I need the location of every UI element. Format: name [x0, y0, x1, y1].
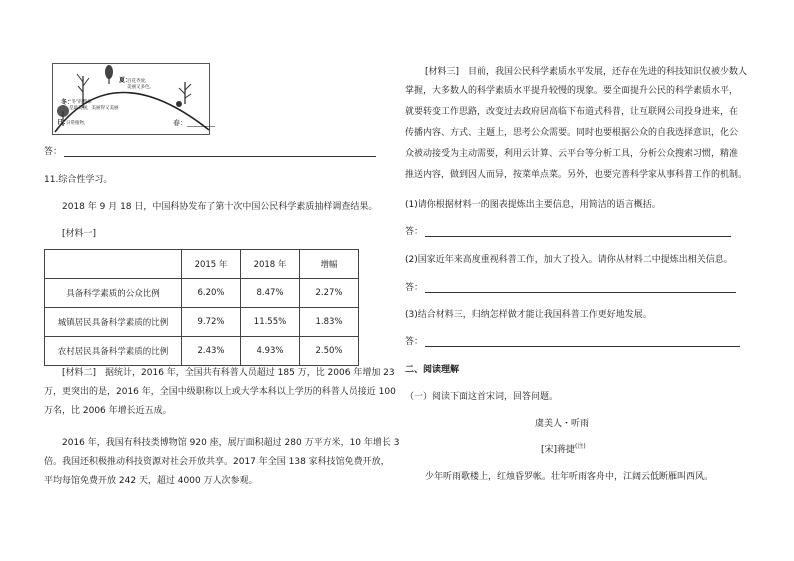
text-chun: ________	[187, 119, 215, 127]
q2-answer-line[interactable]	[425, 292, 736, 293]
table-row	[45, 337, 359, 366]
text-ri: 日常植物，	[66, 121, 89, 126]
table-header-row	[45, 250, 359, 279]
text-dong-content: “冬”的整体 是最美丽，美丽得又美丽	[69, 100, 119, 111]
material2-p2-line2: 倍。我国还积极推动科技资源对社会开放共享。2017 年全国 138 家科技馆免费开放，	[44, 457, 390, 467]
reading1-prompt: （一）阅读下面这首宋词，回答问题。	[405, 392, 559, 402]
seasons-cartoon	[52, 63, 215, 135]
q11-title: 11.综合性学习。	[44, 175, 113, 185]
table-cell: 11.55%	[241, 308, 300, 337]
table-cell: 具备科学素质的公众比例	[45, 279, 182, 308]
table-cell: 8.47%	[241, 279, 300, 308]
answer1-label: 答：	[44, 147, 63, 157]
q1-answer-label: 答：	[405, 227, 424, 237]
poem-author	[541, 444, 586, 457]
question-1: (1)请你根据材料一的图表提炼出主要信息，用简洁的语言概括。	[405, 200, 661, 210]
material3-line1: [材料三] 目前，我国公民科学素质水平发展，还存在先进的科技知识仅被少数人	[425, 67, 748, 77]
material3-line2: 掌握，大多数人的科学素质水平提升较慢的现象。要全面提升公民的科学素质水平，	[405, 86, 739, 96]
q1-answer-line[interactable]	[425, 236, 731, 237]
poem-author-note: (注)	[575, 443, 586, 450]
label-xia: 夏：	[119, 77, 132, 84]
material2-p2-line3: 平均每馆免费开放 242 天，超过 4000 万人次参观。	[44, 476, 258, 486]
label-dong: 冬：	[61, 99, 74, 106]
table-cell: 4.93%	[241, 337, 300, 366]
table-cell: 2.50%	[300, 337, 359, 366]
material3-line6: 推送内容，做到因人而异，按菜单点菜。另外，也要完善科学家从事科普工作的机制。	[405, 170, 748, 180]
intro-text: 2018 年 9 月 18 日，中国科协发布了第十次中国公民科学素质抽样调查结果。	[62, 202, 378, 212]
table-cell: 6.20%	[182, 279, 241, 308]
question-3: (3)结合材料三，归纳怎样做才能让我国科普工作更好地发展。	[405, 310, 652, 320]
table-cell: 城镇居民具备科学素质的比例	[45, 308, 182, 337]
question-2: (2)国家近年来高度重视科普工作，加大了投入。请你从材料二中提炼出相关信息。	[405, 255, 733, 265]
table-cell: 2.27%	[300, 279, 359, 308]
table-row	[45, 279, 359, 308]
material2-p1-line2: 万，更突出的是，2016 年，全国中级职称以上或大学本科以上学历的科普人员接近 100	[44, 387, 396, 397]
material3-line3: 就要转变工作思路，改变过去政府居高临下布道式科普，让互联网公司投身进来，在	[405, 107, 739, 117]
table-header-cell: 2015 年	[182, 250, 241, 279]
label-chun-text: 春：	[173, 119, 187, 127]
table-header-cell	[45, 250, 182, 279]
poem-line1: 少年听雨歌楼上，红烛昏罗帐。壮年听雨客舟中，江阔云低断雁叫西风。	[425, 472, 714, 482]
table-cell: 2.43%	[182, 337, 241, 366]
material3-line5: 众被动接受为主动需要，利用云计算、云平台等分析工具，分析公众搜索习惯，精准	[405, 149, 739, 159]
text-xia	[127, 79, 154, 91]
material1-label: [材料一]	[62, 229, 97, 239]
q3-answer-line[interactable]	[425, 346, 740, 347]
table-header-cell: 2018 年	[241, 250, 300, 279]
poem-title: 虞美人・听雨	[535, 419, 590, 429]
poem-author-text: [宋]蒋捷	[541, 445, 576, 455]
material2-p1-line1: [材料二] 据统计，2016 年，全国共有科普人员超过 185 万，比 2006 年增加 23	[62, 368, 395, 378]
answer1-line[interactable]	[64, 156, 376, 157]
table-cell: 1.83%	[300, 308, 359, 337]
table-header-cell: 增幅	[300, 250, 359, 279]
table-row	[45, 308, 359, 337]
section2-title: 二、阅读理解	[405, 365, 460, 375]
label-chun	[173, 120, 215, 126]
text-xia-content: 百花齐放， 美丽又多色。	[127, 79, 154, 90]
q3-answer-label: 答：	[405, 337, 424, 347]
q2-answer-label: 答：	[405, 283, 424, 293]
material2-p1-line3: 万名，比 2006 年增长近五成。	[44, 406, 172, 416]
material2-p2-line1: 2016 年，我国有科技类博物馆 920 座，展厅面积超过 280 万平方米，10 年增长 3	[62, 438, 400, 448]
material3-line4: 传播内容、方式、主题上，思考公众需要。同时也要根据公众的自我选择意识，化公	[405, 128, 739, 138]
table-cell: 9.72%	[182, 308, 241, 337]
text-dong	[69, 100, 119, 112]
table-cell: 农村居民具备科学素质的比例	[45, 337, 182, 366]
survey-table	[44, 249, 359, 366]
label-ri: 日：	[57, 119, 70, 126]
